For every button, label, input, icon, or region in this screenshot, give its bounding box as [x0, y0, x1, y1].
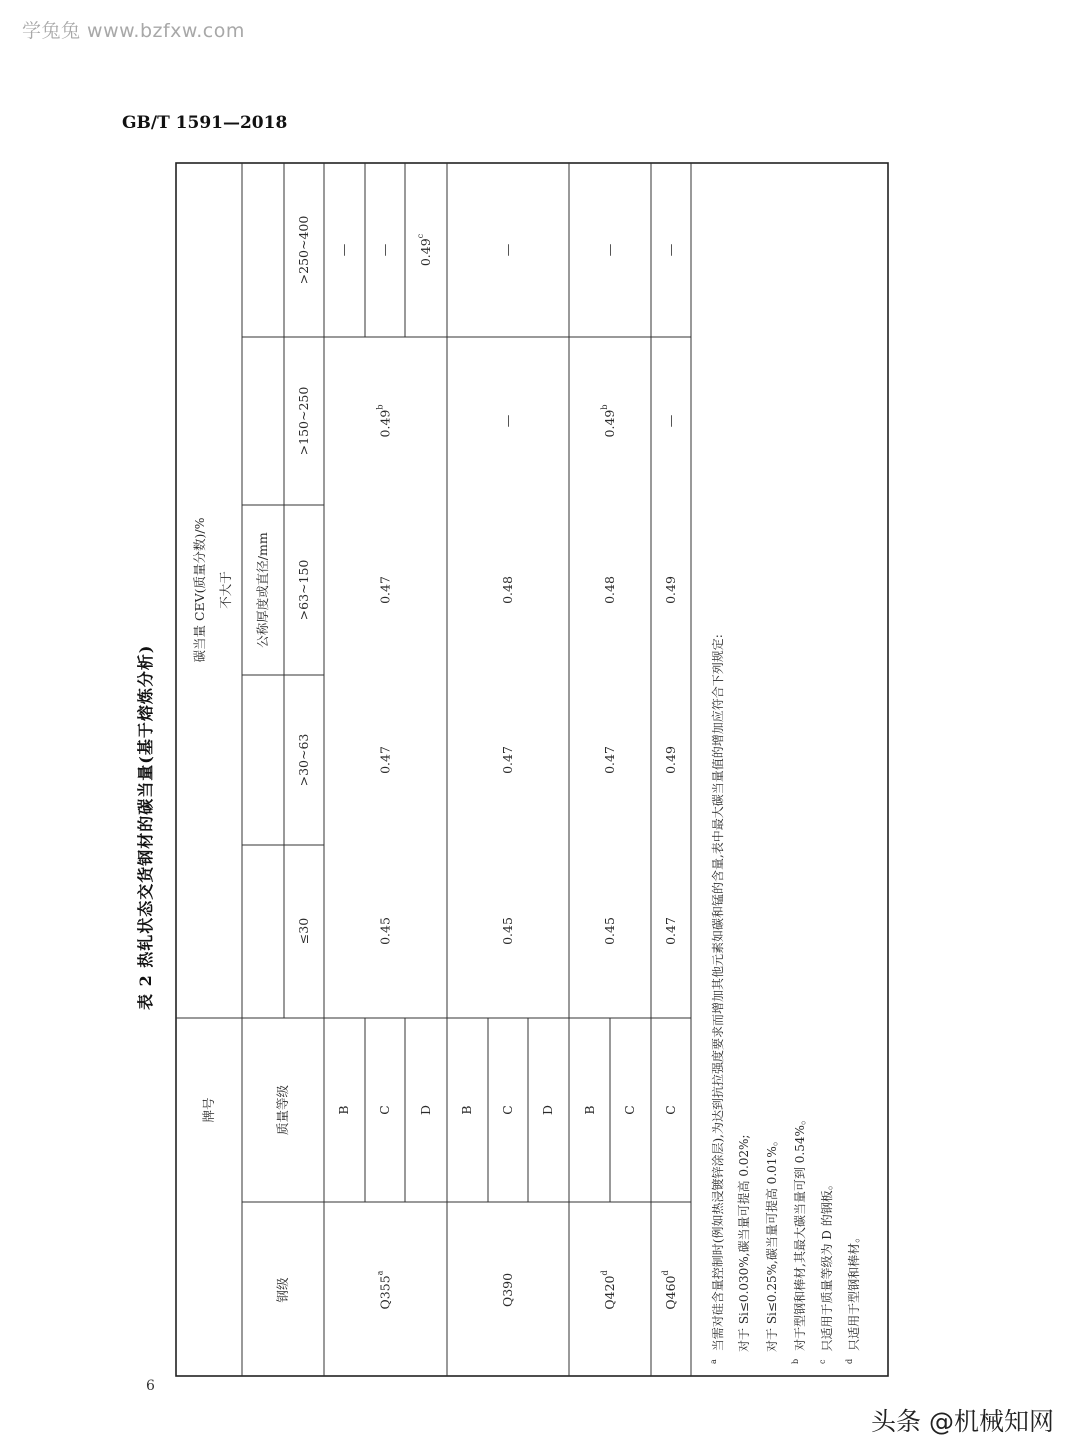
header-range: ≤30 [295, 917, 311, 945]
table-frame [176, 163, 888, 1376]
header-cev: 碳当量 CEV(质量分数)/% [191, 517, 207, 663]
cev-cell: 0.49$^c$ [416, 233, 433, 267]
quality-cell: D [539, 1104, 555, 1116]
page-number: 6 [146, 1378, 155, 1394]
grade-cell: Q355$^a$ [375, 1270, 392, 1310]
footnote: 对于 Si≤0.030%,碳当量可提高 0.02%; [736, 1134, 751, 1352]
table-title: 表 2 热轧状态交货钢材的碳当量(基于熔炼分析) [136, 644, 155, 1010]
footnote: $^a$当需对硅含量控制时(例如热浸镀锌涂层),为达到抗拉强度要求而增加其他元素如碳和锰的含量,表中最大碳当量值的增加应符合下列规定: [709, 634, 725, 1364]
cev-cell: — [662, 414, 678, 428]
cev-cell: 0.47 [377, 746, 392, 774]
cev-cell: — [499, 414, 515, 428]
header-grade: 钢级 [274, 1277, 290, 1303]
cev-cell: 0.47 [377, 576, 392, 604]
footnote: $^b$对于型钢和棒材,其最大碳当量可到 0.54%。 [791, 1113, 807, 1364]
header-range: >63~150 [295, 559, 311, 621]
watermark-bottom: 头条 @机械知网 [871, 1407, 1054, 1436]
cev-cell: 0.49 [662, 746, 678, 774]
header-not-more: 不大于 [217, 571, 233, 609]
cev-cell: 0.47 [499, 746, 515, 774]
cev-cell: 0.49$^b$ [600, 404, 617, 438]
cev-cell: 0.45 [377, 917, 392, 945]
header-brand: 牌号 [200, 1097, 216, 1123]
quality-cell: C [499, 1105, 515, 1115]
quality-cell: D [417, 1104, 433, 1116]
header-range: >150~250 [295, 386, 311, 456]
cev-cell: — [601, 243, 617, 257]
quality-cell: C [662, 1105, 678, 1115]
cev-cell: — [499, 243, 515, 257]
header-range: >250~400 [295, 215, 311, 285]
cev-cell: 0.49$^b$ [375, 404, 392, 438]
header-quality: 质量等级 [274, 1084, 290, 1136]
grade-cell: Q390 [499, 1272, 515, 1308]
footnote: $^d$只适用于型钢和棒材。 [845, 1230, 861, 1364]
cev-cell: 0.49 [662, 576, 678, 604]
quality-cell: C [621, 1105, 637, 1115]
cev-cell: 0.47 [662, 917, 678, 945]
cev-cell: — [335, 243, 351, 257]
watermark-top: 学兔兔 www.bzfxw.com [22, 20, 245, 42]
grade-cell: Q420$^d$ [600, 1270, 617, 1310]
cev-cell: 0.47 [601, 746, 617, 774]
quality-cell: B [458, 1105, 474, 1115]
header-thickness: 公称厚度或直径/mm [254, 532, 270, 648]
cev-cell: 0.48 [601, 576, 617, 604]
quality-cell: C [376, 1105, 392, 1115]
standard-header: GB/T 1591—2018 [122, 113, 288, 133]
footnote: $^c$只适用于质量等级为 D 的钢板。 [818, 1178, 834, 1364]
cev-cell: 0.45 [499, 917, 515, 945]
quality-cell: B [335, 1105, 351, 1115]
grade-cell: Q460$^d$ [661, 1270, 678, 1310]
cev-cell: 0.45 [601, 917, 617, 945]
quality-cell: B [581, 1105, 597, 1115]
cev-cell: — [376, 243, 392, 257]
footnote: 对于 Si≤0.25%,碳当量可提高 0.01%。 [764, 1134, 779, 1352]
cev-cell: 0.48 [499, 576, 515, 604]
header-range: >30~63 [295, 733, 311, 787]
cev-cell: — [662, 243, 678, 257]
